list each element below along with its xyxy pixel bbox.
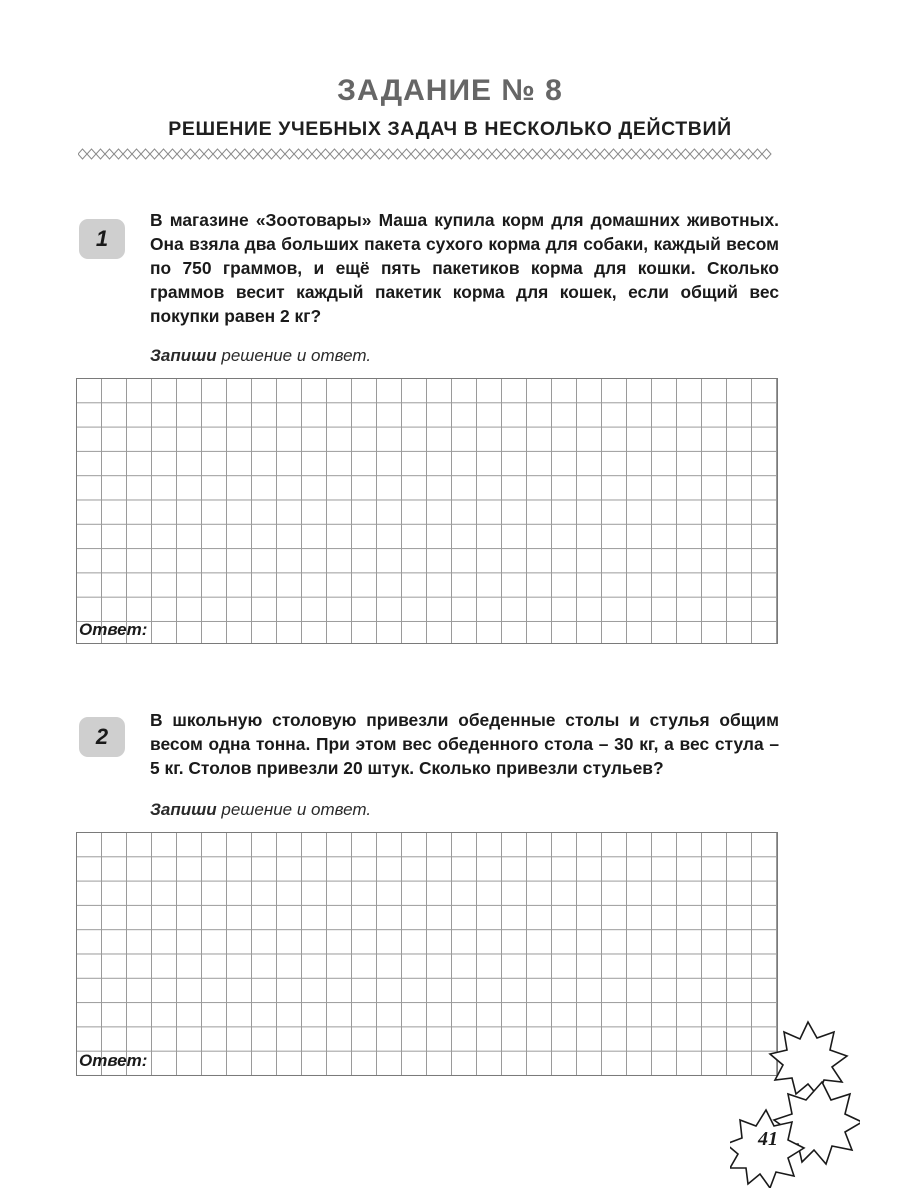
- task-number-badge: 1: [79, 219, 125, 259]
- ornament-diamond: [708, 149, 717, 159]
- instruction-bold: Запиши: [150, 346, 217, 365]
- answer-label: Ответ:: [79, 620, 148, 639]
- ornament-diamond: [672, 149, 681, 159]
- ornament-diamond: [222, 149, 231, 159]
- ornament-diamond: [105, 149, 114, 159]
- ornament-diamond: [636, 149, 645, 159]
- ornament-diamond: [762, 149, 771, 159]
- ornament-diamond: [78, 149, 87, 159]
- ornament-diamond: [330, 149, 339, 159]
- ornament-diamond: [393, 149, 402, 159]
- ornament-diamond: [618, 149, 627, 159]
- ornament-diamond: [186, 149, 195, 159]
- ornament-diamond: [582, 149, 591, 159]
- ornament-diamond: [681, 149, 690, 159]
- ornament-diamond: [249, 149, 258, 159]
- ornament-diamond: [510, 149, 519, 159]
- ornament-diamond: [195, 149, 204, 159]
- ornament-diamond: [168, 149, 177, 159]
- page-title: ЗАДАНИЕ № 8: [337, 74, 563, 107]
- ornament-diamond: [735, 149, 744, 159]
- star-icon: [770, 1022, 847, 1096]
- page-subtitle: РЕШЕНИЕ УЧЕБНЫХ ЗАДАЧ В НЕСКОЛЬКО ДЕЙСТВИЙ: [168, 118, 732, 140]
- ornament-diamond: [231, 149, 240, 159]
- ornament-diamond: [645, 149, 654, 159]
- ornament-diamond: [420, 149, 429, 159]
- star-decoration: [730, 1018, 860, 1188]
- ornament-diamond: [213, 149, 222, 159]
- ornament-diamond: [573, 149, 582, 159]
- ornament-diamond: [429, 149, 438, 159]
- ornament-diamond: [339, 149, 348, 159]
- ornament-diamond: [366, 149, 375, 159]
- ornament-diamond: [132, 149, 141, 159]
- ornament-diamond: [150, 149, 159, 159]
- ornament-diamond: [519, 149, 528, 159]
- ornament-diamond: [285, 149, 294, 159]
- ornament-diamond: [312, 149, 321, 159]
- ornament-diamond: [348, 149, 357, 159]
- ornament-diamond: [411, 149, 420, 159]
- ornament-diamond: [537, 149, 546, 159]
- ornament-diamond: [177, 149, 186, 159]
- ornament-diamond: [447, 149, 456, 159]
- ornament-diamond: [501, 149, 510, 159]
- ornament-diamond: [546, 149, 555, 159]
- ornament-diamond: [267, 149, 276, 159]
- ornament-diamond: [528, 149, 537, 159]
- ornament-diamond: [384, 149, 393, 159]
- instruction-rest: решение и ответ.: [216, 800, 372, 819]
- ornament-diamond: [375, 149, 384, 159]
- ornament-diamond: [654, 149, 663, 159]
- ornament-diamond: [564, 149, 573, 159]
- ornament-diamond: [555, 149, 564, 159]
- ornament-diamond: [438, 149, 447, 159]
- ornament-diamond: [96, 149, 105, 159]
- ornament-diamond: [591, 149, 600, 159]
- ornament-diamond: [600, 149, 609, 159]
- ornament-diamond: [456, 149, 465, 159]
- ornament-diamond: [483, 149, 492, 159]
- ornament-diamond: [492, 149, 501, 159]
- ornament-diamond: [357, 149, 366, 159]
- instruction-bold: Запиши: [150, 800, 217, 819]
- task-instruction: [150, 346, 371, 366]
- answer-grid[interactable]: [76, 832, 778, 1076]
- ornament-diamond: [744, 149, 753, 159]
- ornament-diamond: [204, 149, 213, 159]
- ornament-diamond: [402, 149, 411, 159]
- decorative-divider: [78, 148, 778, 160]
- ornament-diamond: [276, 149, 285, 159]
- task-text: В школьную столовую привезли обеденные столы и стулья общим весом одна тонна. При этом вес обеденного стола – 30 кг, а вес стула – 5 кг. Столов привезли 20 штук. Сколько привезли стульев?: [150, 710, 779, 778]
- answer-grid[interactable]: [76, 378, 778, 644]
- ornament-diamond: [159, 149, 168, 159]
- task-text: В магазине «Зоотовары» Маша купила корм для домашних животных. Она взяла два больших пакета сухого корма для собаки, каждый весом по 750 граммов, и ещё пять пакетиков корма для кошки. Сколько граммов весит каждый пакетик корма для кошек, если общий вес покупки равен 2 кг?: [150, 210, 779, 326]
- task-instruction: [150, 800, 371, 820]
- ornament-diamond: [474, 149, 483, 159]
- ornament-diamond: [663, 149, 672, 159]
- ornament-diamond: [114, 149, 123, 159]
- page-number: 41: [758, 1128, 778, 1150]
- ornament-diamond: [627, 149, 636, 159]
- ornament-diamond: [753, 149, 762, 159]
- ornament-diamond: [303, 149, 312, 159]
- ornament-diamond: [465, 149, 474, 159]
- ornament-diamond: [87, 149, 96, 159]
- answer-label: Ответ:: [79, 1051, 148, 1070]
- ornament-diamond: [258, 149, 267, 159]
- ornament-diamond: [726, 149, 735, 159]
- ornament-diamond: [123, 149, 132, 159]
- ornament-diamond: [294, 149, 303, 159]
- ornament-diamond: [240, 149, 249, 159]
- ornament-diamond: [717, 149, 726, 159]
- ornament-diamond: [690, 149, 699, 159]
- ornament-diamond: [609, 149, 618, 159]
- task-number-badge: 2: [79, 717, 125, 757]
- ornament-diamond: [141, 149, 150, 159]
- ornament-diamond: [699, 149, 708, 159]
- ornament-diamond: [321, 149, 330, 159]
- instruction-rest: решение и ответ.: [216, 346, 372, 365]
